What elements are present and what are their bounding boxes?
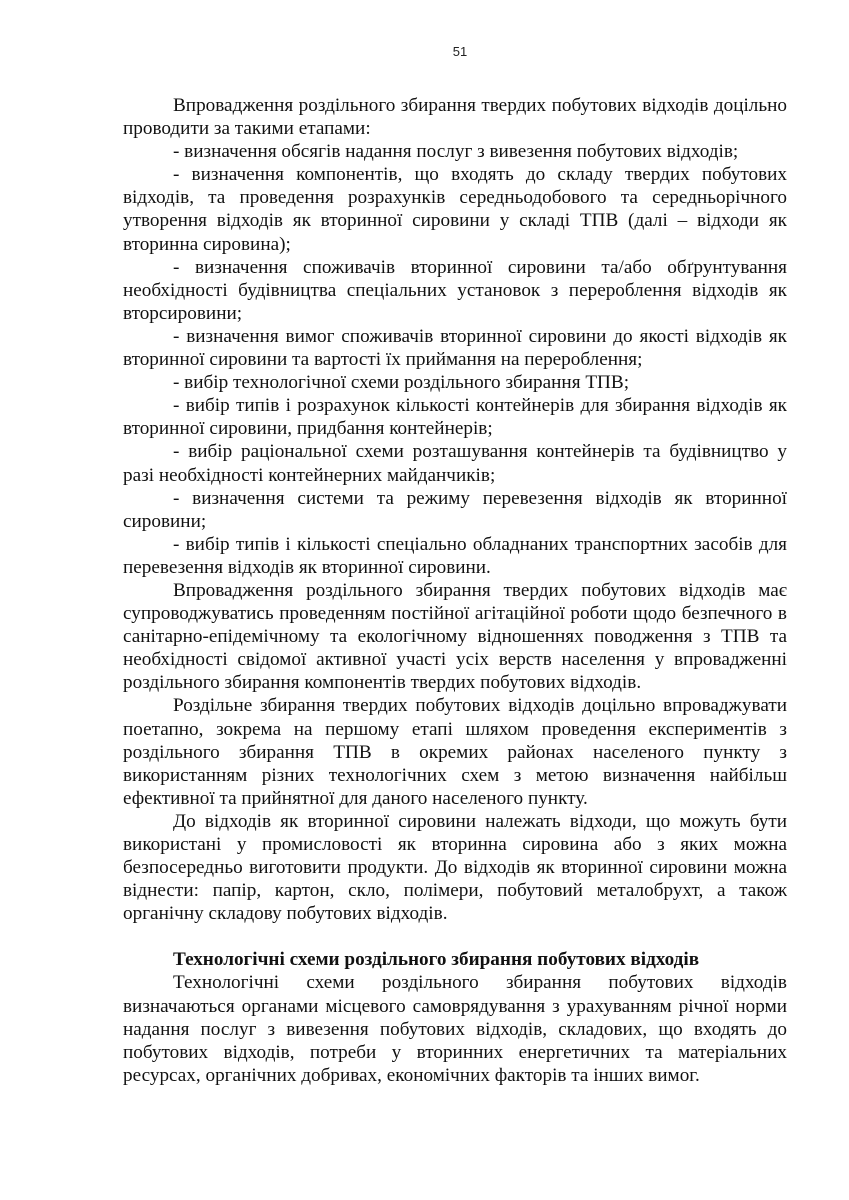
list-item-stage: - вибір раціональної схеми розташування контейнерів та будівництво у разі необхідності контейнерних майданчиків; [123,441,787,486]
paragraph-secondary-raw-materials: До відходів як вторинної сировини належать відходи, що можуть бути використані у промисловості як вторинна сировина або з яких можна безпосередньо виготовити продукти. До відходів як вторинної сировини можна віднести: папір, картон, скло, полімери, побутовий металобрухт, а також органічну складову побутових відходів. [123,810,787,925]
list-item-stage: - вибір типів і розрахунок кількості контейнерів для збирання відходів як вторинної сировини, придбання контейнерів; [123,395,787,440]
paragraph-intro: Впровадження роздільного збирання твердих побутових відходів доцільно проводити за такими етапами: [123,95,787,140]
section-heading: Технологічні схеми роздільного збирання побутових відходів [173,949,700,971]
list-item-stage: - визначення вимог споживачів вторинної сировини до якості відходів як вторинної сировини та вартості їх приймання на перероблення; [123,325,787,371]
list-item-stage: - визначення обсягів надання послуг з вивезення побутових відходів; [173,141,739,163]
paragraph-agitation: Впровадження роздільного збирання твердих побутових відходів має супроводжуватись проведенням постійної агітаційної роботи щодо безпечного в санітарно-епідемічному та екологічному відношеннях поводження з ТПВ та необхідності свідомої активної участі усіх верств населення у впровадженні роздільного збирання компонентів твердих побутових відходів. [123,579,787,694]
paragraph-technological-schemes: Технологічні схеми роздільного збирання побутових відходів визначаються органами місцевого самоврядування з урахуванням річної норми надання послуг з вивезення побутових відходів, складових, що входять до побутових відходів, потреби у вторинних енергетичних та матеріальних ресурсах, органічних добривах, економічних факторів та інших вимог. [123,972,787,1086]
list-item-stage: - визначення споживачів вторинної сировини та/або обґрунтування необхідності будівництва спеціальних установок з перероблення відходів як вторсировини; [123,256,787,324]
list-item-stage: - визначення компонентів, що входять до складу твердих побутових відходів, та проведення розрахунків середньодобового та середньорічного утворення відходів як вторинної сировини у складі ТПВ (далі – відходи як вторинна сировина); [123,164,787,255]
page-number: 51 [452,44,468,59]
list-item-stage: - вибір технологічної схеми роздільного збирання ТПВ; [173,372,630,394]
paragraph-phased-rollout: Роздільне збирання твердих побутових відходів доцільно впроваджувати поетапно, зокрема на першому етапі шляхом проведення експериментів з роздільного збирання ТПВ в окремих районах населеного пункту з використанням різних технологічних схем з метою визначення найбільш ефективної та прийнятної для даного населеного пункту. [123,695,787,809]
document-page [123,44,787,1087]
list-item-stage: - визначення системи та режиму перевезення відходів як вторинної сировини; [123,487,787,532]
list-item-stage: - вибір типів і кількості спеціально обладнаних транспортних засобів для перевезення відходів як вторинної сировини. [123,533,787,578]
